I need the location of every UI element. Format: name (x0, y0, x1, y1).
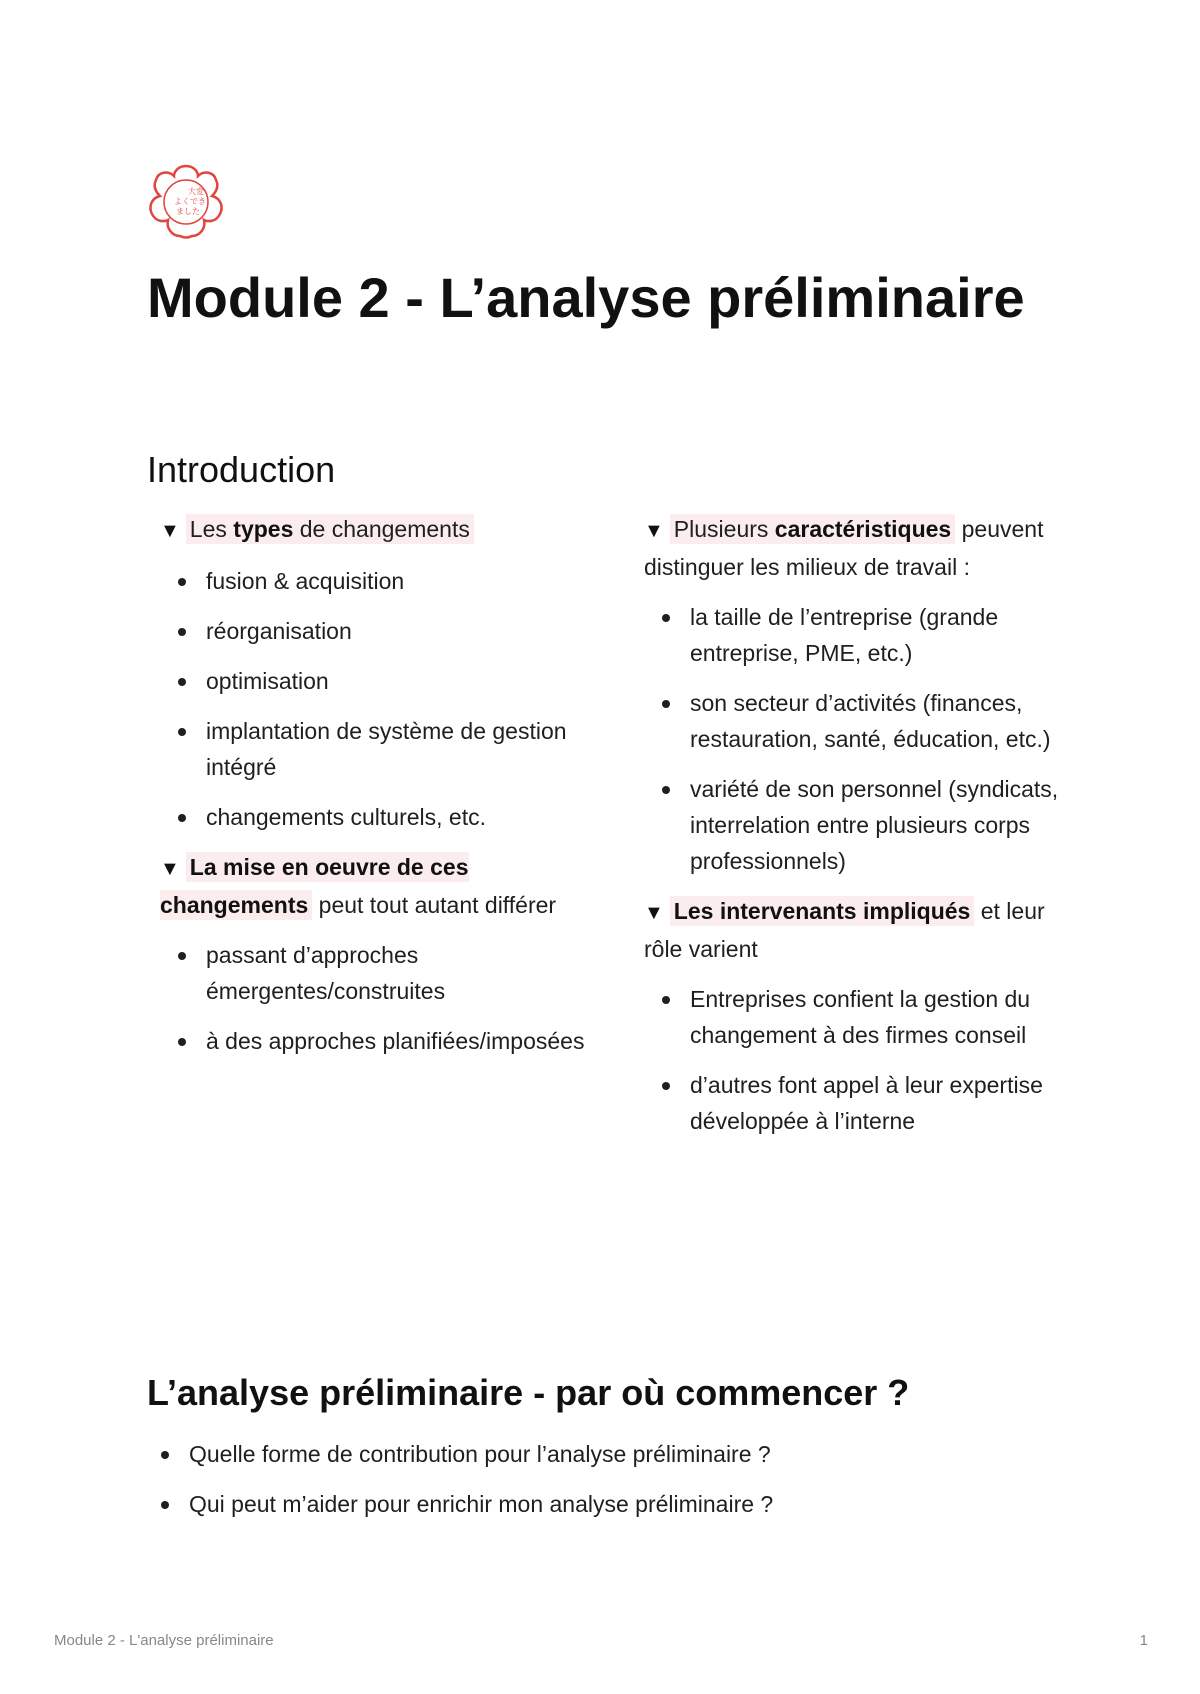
list-item: d’autres font appel à leur expertise développée à l’interne (690, 1067, 1074, 1139)
svg-text:よくでき: よくでき (174, 197, 206, 206)
toggle-triangle-icon[interactable]: ▼ (644, 520, 664, 542)
list-item: Entreprises confient la gestion du changement à des firmes conseil (690, 981, 1074, 1053)
intervenants-list (644, 981, 1074, 1139)
list-item: variété de son personnel (syndicats, interrelation entre plusieurs corps professionnels) (690, 771, 1074, 879)
approches-list (160, 937, 600, 1059)
types-list (160, 563, 600, 835)
list-item: réorganisation (206, 613, 600, 649)
list-item: Quelle forme de contribution pour l’analyse préliminaire ? (189, 1436, 1089, 1472)
svg-text:大変: 大変 (188, 187, 204, 196)
page-number: 1 (1139, 1632, 1148, 1649)
toggle-mise-en-oeuvre[interactable]: ▼ La mise en oeuvre de ces changements peut tout autant différer (160, 849, 600, 923)
svg-text:ました: ました (176, 207, 200, 216)
caracteristiques-list (644, 599, 1074, 879)
left-column (160, 511, 600, 1073)
list-item: optimisation (206, 663, 600, 699)
page-title: Module 2 - L’analyse préliminaire (147, 266, 1025, 329)
toggle-types-changements[interactable] (160, 511, 600, 549)
highlight: Les types de changements (186, 514, 474, 544)
footer-title: Module 2 - L'analyse préliminaire (54, 1632, 274, 1649)
list-item: implantation de système de gestion intégré (206, 713, 600, 785)
section-heading-introduction: Introduction (147, 449, 336, 490)
toggle-triangle-icon[interactable]: ▼ (160, 858, 180, 880)
list-item: à des approches planifiées/imposées (206, 1023, 600, 1059)
list-item: passant d’approches émergentes/construites (206, 937, 600, 1009)
toggle-intervenants[interactable]: ▼ Les intervenants impliqués et leur rôle varient (644, 893, 1074, 967)
questions-list (147, 1436, 1089, 1536)
list-item: fusion & acquisition (206, 563, 600, 599)
toggle-triangle-icon[interactable]: ▼ (644, 902, 664, 924)
toggle-caracteristiques[interactable]: ▼ Plusieurs caractéristiques peuvent distinguer les milieux de travail : (644, 511, 1074, 585)
seal-stamp-icon (144, 160, 228, 244)
list-item: Qui peut m’aider pour enrichir mon analyse préliminaire ? (189, 1486, 1089, 1522)
list-item: la taille de l’entreprise (grande entreprise, PME, etc.) (690, 599, 1074, 671)
list-item: son secteur d’activités (finances, restauration, santé, éducation, etc.) (690, 685, 1074, 757)
list-item: changements culturels, etc. (206, 799, 600, 835)
highlight: Plusieurs caractéristiques (670, 514, 955, 544)
right-column (644, 511, 1074, 1153)
section-heading-analyse: L’analyse préliminaire - par où commencer ? (147, 1372, 910, 1413)
toggle-triangle-icon[interactable]: ▼ (160, 520, 180, 542)
